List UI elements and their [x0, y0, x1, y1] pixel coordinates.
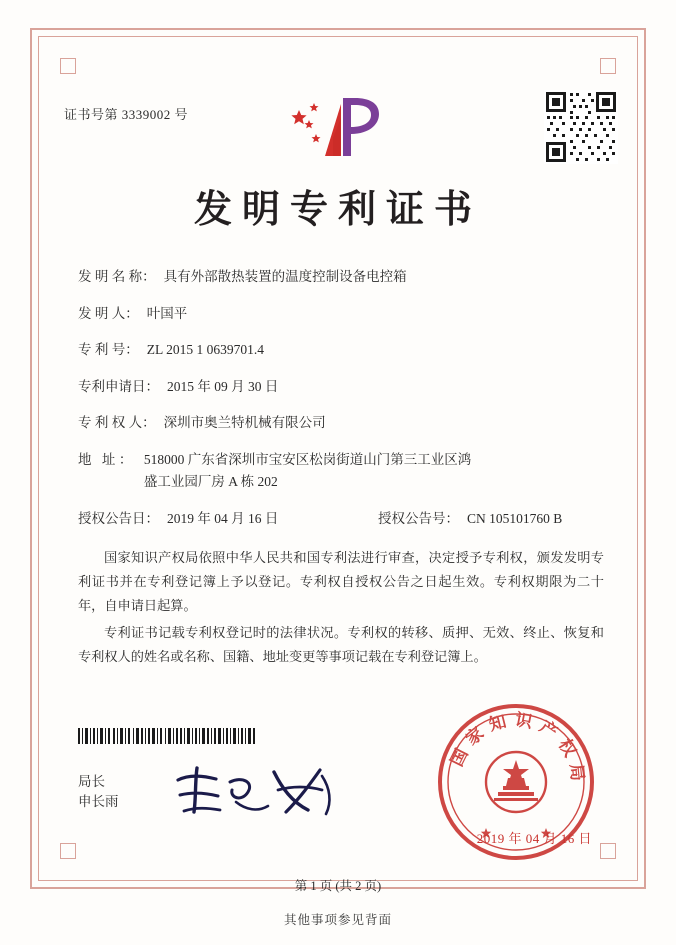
paragraph-1: 国家知识产权局依照中华人民共和国专利法进行审查，决定授予专利权，颁发发明专利证书并在专利登记簿上予以登记。专利权自授权公告之日起生效。专利权期限为二十年，自申请日起算。 [78, 549, 604, 614]
seal-date: 2019 年 04 月 16 日 [476, 831, 592, 846]
field-value: 具有外部散热装置的温度控制设备电控箱 [163, 269, 407, 284]
field-grant-number [378, 509, 608, 529]
page-indicator: 第 1 页 (共 2 页) [294, 879, 382, 893]
field-value: ZL 2015 1 0639701.4 [146, 342, 264, 358]
field-value: 叶国平 [146, 305, 188, 321]
field-patent-number [78, 340, 608, 360]
footer-note: 其他事项参见背面 [283, 913, 392, 927]
field-patentee [78, 413, 608, 433]
address-value [136, 450, 608, 492]
field-grant-row [78, 509, 608, 529]
field-inventor [78, 304, 608, 324]
cnipa-logo-icon [281, 94, 401, 160]
signature-block [78, 772, 119, 813]
handwritten-signature-icon [170, 762, 340, 822]
qr-code-icon [544, 90, 618, 164]
field-grant-date [78, 509, 378, 529]
signature-name: 申长雨 [78, 794, 119, 810]
certificate-header [56, 56, 620, 164]
field-invention-name [78, 267, 608, 287]
field-label: 发 明 名 称： [78, 269, 156, 284]
address-line-2: 盛工业园厂房 A 栋 202 [143, 474, 278, 490]
field-label: 专 利 号： [78, 342, 139, 358]
field-address [78, 450, 608, 492]
field-value: 2015 年 09 月 30 日 [167, 378, 279, 394]
field-label: 授权公告号： [378, 510, 459, 526]
svg-text:国家知识产权局: 国家知识产权局 [447, 710, 588, 789]
field-label: 地 址： [78, 451, 136, 467]
corner-ornament-bottom-left [60, 843, 76, 859]
field-value: CN 105101760 B [467, 510, 563, 526]
field-label: 发 明 人： [78, 305, 139, 321]
address-line-1: 518000 广东省深圳市宝安区松岗街道山门第三工业区鸿 [143, 451, 472, 467]
field-label: 专 利 权 人： [78, 415, 156, 431]
field-value: 2019 年 04 月 16 日 [167, 510, 279, 526]
field-value: 深圳市奥兰特机械有限公司 [163, 415, 326, 431]
field-label: 专利申请日： [78, 378, 159, 394]
paragraph-2: 专利证书记载专利权登记时的法律状况。专利权的转移、质押、无效、终止、恢复和专利权人的姓名或名称、国籍、地址变更等事项记载在专利登记簿上。 [78, 624, 604, 665]
signature-role: 局长 [78, 774, 105, 789]
legal-text [56, 546, 620, 670]
corner-ornament-bottom-right [600, 843, 616, 859]
field-application-date [78, 377, 608, 397]
certificate-content [56, 56, 620, 672]
certificate-number: 证书号第 3339002 号 [64, 107, 189, 122]
page-title: 发明专利证书 [193, 186, 482, 231]
certificate-fields [56, 267, 620, 529]
field-label: 授权公告日： [78, 510, 159, 526]
barcode [78, 728, 256, 744]
